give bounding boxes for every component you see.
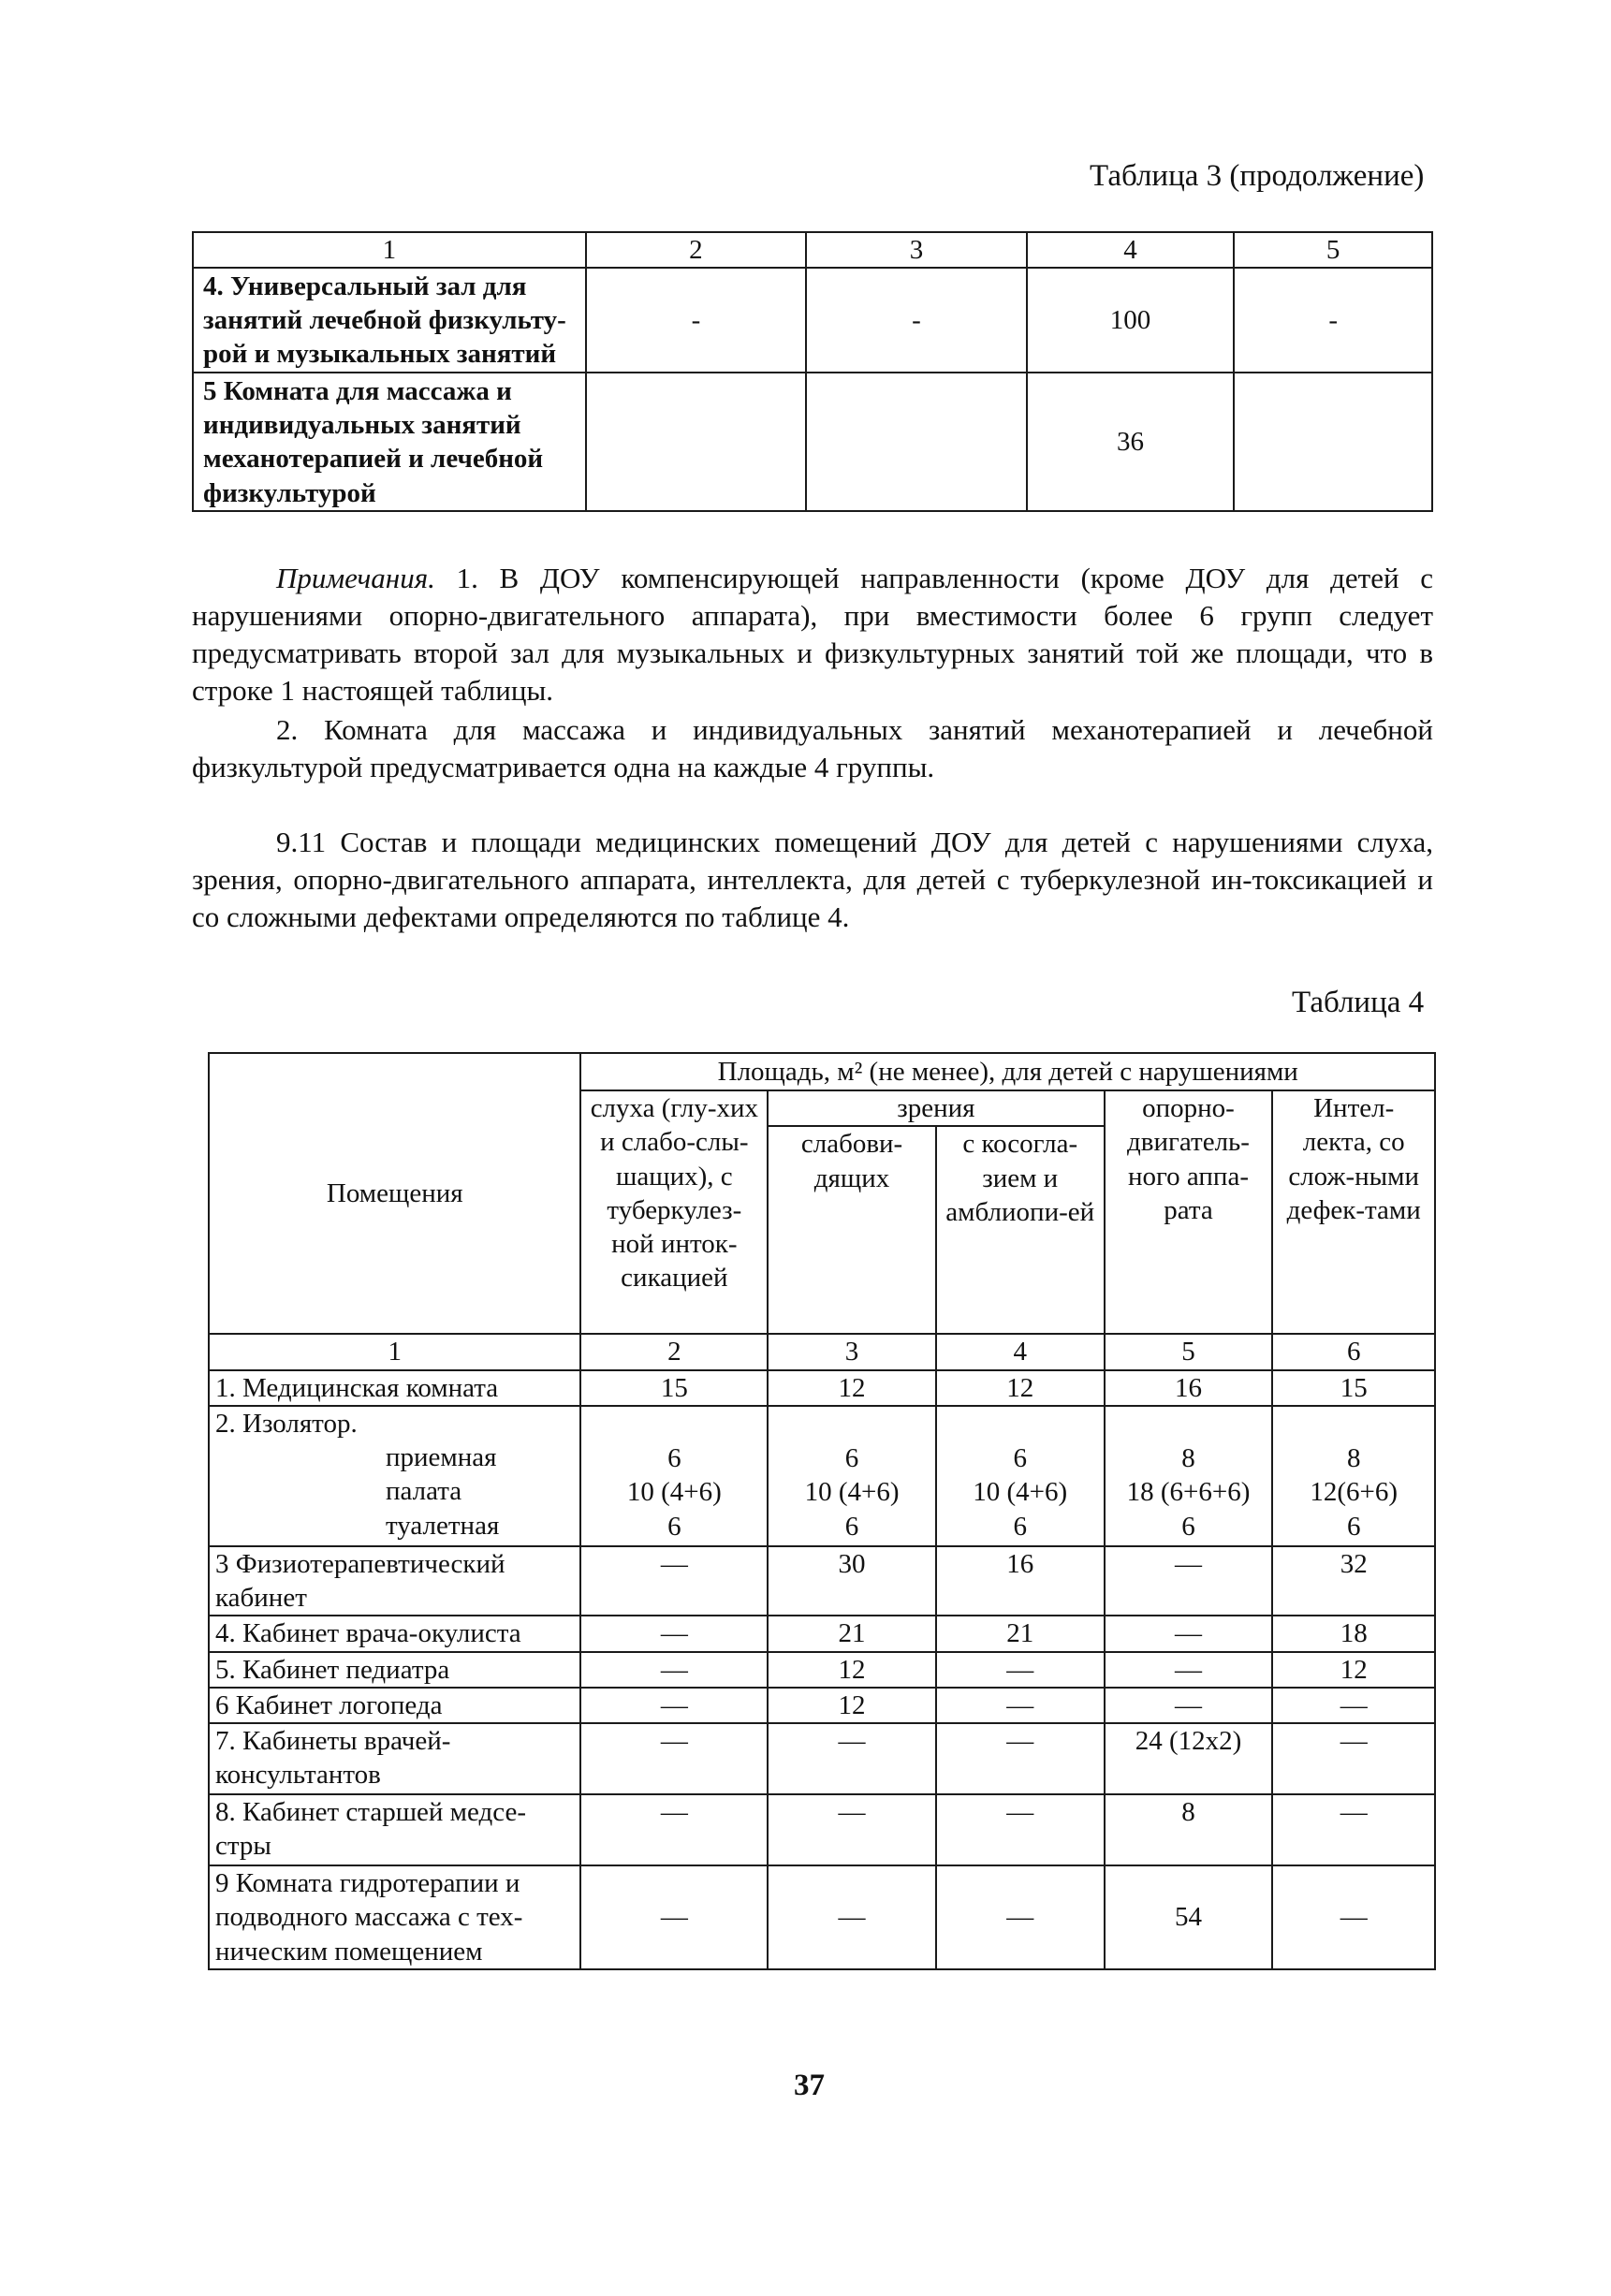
table-row xyxy=(209,1688,1435,1723)
table-cell: — xyxy=(936,1688,1105,1723)
table-cell xyxy=(806,373,1027,511)
cell-line: 6 xyxy=(1013,1511,1027,1542)
isolator-sub-item: палата xyxy=(386,1476,462,1507)
cell-line: 6 xyxy=(667,1511,681,1542)
table4-header-row-1 xyxy=(209,1053,1435,1090)
table-cell: — xyxy=(580,1616,768,1651)
table3-col-4: 4 xyxy=(1027,232,1235,268)
table-cell xyxy=(580,1406,768,1546)
table-row xyxy=(209,1370,1435,1406)
table-cell: — xyxy=(580,1865,768,1969)
table-cell: — xyxy=(936,1794,1105,1865)
table4-row-name: 5. Кабинет педиатра xyxy=(209,1652,580,1688)
table-cell: - xyxy=(1234,268,1432,373)
table3-row-name: 5 Комната для массажа и индивидуальных занятий механотерапией и лечебной физкультурой xyxy=(193,373,586,511)
table-cell: 16 xyxy=(936,1546,1105,1616)
table4-strabismus-header: с косогла-зием и амблиопи-ей xyxy=(936,1126,1105,1334)
table-cell: 12 xyxy=(1272,1652,1435,1688)
notes-block-2 xyxy=(192,711,1433,786)
cell-line: 8 xyxy=(1181,1443,1195,1473)
table-row xyxy=(209,1794,1435,1865)
table4-isolator-cell xyxy=(209,1406,580,1546)
table3-header-row xyxy=(193,232,1432,268)
page-number: 37 xyxy=(794,2069,825,2102)
table-cell: 100 xyxy=(1027,268,1235,373)
isolator-sub-item: туалетная xyxy=(386,1510,500,1541)
table-row xyxy=(209,1406,1435,1546)
cell-line: 6 xyxy=(844,1443,859,1473)
table4-caption: Таблица 4 xyxy=(1292,986,1425,1019)
note-1: 1. В ДОУ компенсирующей направленности (кроме ДОУ для детей с нарушениями опорно-двигательного аппарата), при вместимости более 6 групп следует предусматривать второй зал для музыкальных и физкультурных занятий той же площади, что в строке 1 настоящей таблицы. xyxy=(192,562,1433,707)
table-cell: — xyxy=(1272,1865,1435,1969)
table4 xyxy=(208,1052,1436,1970)
cell-line: 12(6+6) xyxy=(1310,1477,1399,1508)
table-row xyxy=(209,1652,1435,1688)
table3-col-2: 2 xyxy=(586,232,807,268)
cell-line: 6 xyxy=(667,1443,681,1473)
table-cell: 18 xyxy=(1272,1616,1435,1651)
table3-row-name: 4. Универсальный зал для занятий лечебной физкульту-рой и музыкальных занятий xyxy=(193,268,586,373)
table-cell: 5 xyxy=(1105,1334,1273,1369)
table-cell: — xyxy=(768,1865,936,1969)
table-cell: 15 xyxy=(1272,1370,1435,1406)
table-cell: 36 xyxy=(1027,373,1235,511)
table-cell xyxy=(936,1406,1105,1546)
cell-line: 10 (4+6) xyxy=(626,1477,722,1508)
table-cell: — xyxy=(936,1652,1105,1688)
table-row xyxy=(193,373,1432,511)
table-cell: — xyxy=(580,1688,768,1723)
cell-line: 6 xyxy=(1181,1511,1195,1542)
notes-block xyxy=(192,560,1433,709)
paragraph-9-11 xyxy=(192,824,1433,936)
table-cell: — xyxy=(580,1652,768,1688)
table-cell: 32 xyxy=(1272,1546,1435,1616)
table-cell: 12 xyxy=(768,1688,936,1723)
table4-rooms-header: Помещения xyxy=(209,1053,580,1334)
table-cell: — xyxy=(768,1723,936,1794)
table-cell: — xyxy=(1105,1688,1273,1723)
table4-row-name: 9 Комната гидротерапии и подводного массажа с тех-ническим помещением xyxy=(209,1865,580,1969)
table4-row-name: 1. Медицинская комната xyxy=(209,1370,580,1406)
table4-row-name: 2. Изолятор. xyxy=(215,1408,358,1439)
table-cell: — xyxy=(936,1723,1105,1794)
table-cell: — xyxy=(768,1794,936,1865)
table-cell: 12 xyxy=(768,1652,936,1688)
table3-col-1: 1 xyxy=(193,232,586,268)
table-cell: — xyxy=(1272,1688,1435,1723)
table-cell xyxy=(586,373,807,511)
table-cell: — xyxy=(1272,1723,1435,1794)
table-row xyxy=(209,1546,1435,1616)
table4-motor-header: опорно-двигатель-ного аппа-рата xyxy=(1105,1090,1273,1334)
isolator-sub-item: приемная xyxy=(386,1442,497,1472)
table-cell: 8 xyxy=(1105,1794,1273,1865)
table-cell: — xyxy=(1272,1794,1435,1865)
table-row xyxy=(209,1723,1435,1794)
cell-line: 6 xyxy=(844,1511,859,1542)
paragraph-text: 9.11 Состав и площади медицинских помещений ДОУ для детей с нарушениями слуха, зрения, опорно-двигательного аппарата, интеллекта, для детей с туберкулезной ин-токсикацией и со сложными дефектами определяются по таблице 4. xyxy=(192,826,1433,933)
cell-line: 6 xyxy=(1013,1443,1027,1473)
table4-row-name: 4. Кабинет врача-окулиста xyxy=(209,1616,580,1651)
table-cell: - xyxy=(806,268,1027,373)
table-row xyxy=(209,1865,1435,1969)
table4-hearing-header: слуха (глу-хих и слабо-слы-шащих), с туберкулез-ной инток-сикацией xyxy=(580,1090,768,1334)
cell-line: 6 xyxy=(1346,1511,1361,1542)
cell-line: 18 (6+6+6) xyxy=(1126,1477,1251,1508)
table-cell: — xyxy=(580,1794,768,1865)
table-cell: 21 xyxy=(936,1616,1105,1651)
table-cell: 3 xyxy=(768,1334,936,1369)
table4-number-row xyxy=(209,1334,1435,1369)
table4-vision-header: зрения xyxy=(768,1090,1104,1126)
table-cell: 15 xyxy=(580,1370,768,1406)
table-cell: 6 xyxy=(1272,1334,1435,1369)
table3-caption: Таблица 3 (продолжение) xyxy=(1090,159,1425,193)
table-cell: 24 (12х2) xyxy=(1105,1723,1273,1794)
cell-line: 10 (4+6) xyxy=(973,1477,1068,1508)
table-row xyxy=(209,1616,1435,1651)
table-cell: — xyxy=(1105,1546,1273,1616)
table-row xyxy=(193,268,1432,373)
table4-row-name: 3 Физиотерапевтический кабинет xyxy=(209,1546,580,1616)
table-cell: 30 xyxy=(768,1546,936,1616)
note-2: 2. Комната для массажа и индивидуальных занятий механотерапией и лечебной физкультурой предусматривается одна на каждые 4 группы. xyxy=(192,713,1433,783)
table-cell: — xyxy=(580,1546,768,1616)
table-cell: 12 xyxy=(936,1370,1105,1406)
table-cell xyxy=(1105,1406,1273,1546)
table-cell: 16 xyxy=(1105,1370,1273,1406)
table4-row-name: 6 Кабинет логопеда xyxy=(209,1688,580,1723)
notes-label: Примечания. xyxy=(276,562,435,594)
table4-row-name: 7. Кабинеты врачей-консультантов xyxy=(209,1723,580,1794)
table-cell: 1 xyxy=(209,1334,580,1369)
table-cell: 12 xyxy=(768,1370,936,1406)
table-cell xyxy=(1234,373,1432,511)
table-cell xyxy=(1272,1406,1435,1546)
table-cell: 2 xyxy=(580,1334,768,1369)
table4-low-vision-header: слабови-дящих xyxy=(768,1126,936,1334)
table-cell: — xyxy=(580,1723,768,1794)
table3-col-5: 5 xyxy=(1234,232,1432,268)
cell-line: 8 xyxy=(1346,1443,1361,1473)
table-cell: — xyxy=(1105,1652,1273,1688)
table-cell: 21 xyxy=(768,1616,936,1651)
table3-col-3: 3 xyxy=(806,232,1027,268)
table-cell: 54 xyxy=(1105,1865,1273,1969)
table4-area-header: Площадь, м² (не менее), для детей с нарушениями xyxy=(580,1053,1435,1090)
table-cell: - xyxy=(586,268,807,373)
table4-intellect-header: Интел-лекта, со слож-ными дефек-тами xyxy=(1272,1090,1435,1334)
table3 xyxy=(192,231,1433,512)
table-cell xyxy=(768,1406,936,1546)
table-cell: — xyxy=(1105,1616,1273,1651)
table4-row-name: 8. Кабинет старшей медсе-стры xyxy=(209,1794,580,1865)
table-cell: — xyxy=(936,1865,1105,1969)
cell-line: 10 (4+6) xyxy=(804,1477,900,1508)
table-cell: 4 xyxy=(936,1334,1105,1369)
